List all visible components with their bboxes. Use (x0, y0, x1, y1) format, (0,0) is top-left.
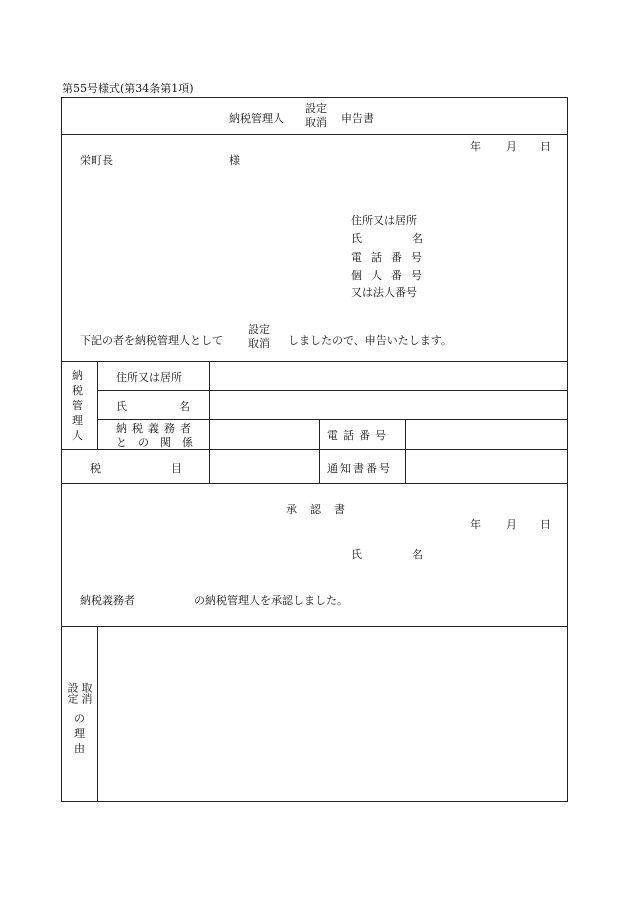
statement-option-set: 設定 (248, 323, 270, 336)
side-label-char: 納 (72, 369, 83, 382)
side-label-char: 人 (72, 429, 83, 442)
approval-date-year: 年 (470, 518, 481, 531)
date-day: 日 (540, 140, 551, 153)
statement-option-cancel: 取消 (248, 337, 270, 350)
applicant-personal-number-label: 個人番号 (351, 269, 431, 282)
form-number: 第55号様式(第34条第1項) (62, 82, 194, 95)
manager-name-field[interactable] (210, 391, 567, 419)
reason-option-set (66, 682, 78, 704)
approval-name-char2: 名 (412, 548, 423, 561)
header-option-set: 設定 (305, 102, 327, 115)
reason-set-cancel (64, 682, 94, 704)
approval-name-char1: 氏 (351, 548, 362, 561)
approval-name-label (351, 546, 423, 562)
notice-number-label: 通知書番号 (327, 462, 392, 475)
reason-label (74, 711, 85, 756)
side-label-divider (97, 361, 98, 449)
side-label-char: 税 (72, 384, 83, 397)
approval-statement: の納税管理人を承認しました。 (194, 594, 348, 607)
approval-title: 承認書 (286, 503, 358, 516)
manager-address-field[interactable] (210, 362, 567, 390)
mid-column-divider (319, 419, 320, 483)
side-label-char: 管 (72, 399, 83, 412)
reason-option-cancel (80, 682, 92, 704)
header-title-prefix: 納税管理人 (229, 112, 284, 125)
reason-field[interactable] (98, 627, 567, 801)
statement-suffix: しましたので、申告いたします。 (288, 334, 452, 347)
statement-prefix: 下記の者を納税管理人として (80, 334, 223, 347)
reason-label-char: 由 (74, 742, 85, 755)
row-name-char1: 氏 (116, 400, 127, 413)
approval-obligor-label: 納税義務者 (80, 594, 135, 607)
applicant-name-char1: 氏 (351, 232, 362, 245)
header-set-cancel (305, 102, 327, 130)
row-name-label (116, 398, 190, 414)
tax-manager-side-label (72, 368, 83, 443)
reason-label-char: の (74, 712, 85, 725)
header-title-suffix: 申告書 (341, 112, 374, 125)
applicant-address-label: 住所又は居所 (351, 214, 417, 227)
date-month: 月 (506, 140, 517, 153)
table-bottom-line (61, 483, 568, 484)
reason-option-set-text: 設定 (66, 682, 79, 704)
reason-option-cancel-text: 取消 (80, 682, 93, 704)
addressee-name: 栄町長 (80, 154, 113, 167)
tax-item-char1: 税 (90, 462, 101, 475)
date-year: 年 (470, 140, 481, 153)
statement-set-cancel (248, 323, 270, 351)
tax-item-field[interactable] (210, 450, 319, 483)
reason-label-char: 理 (74, 727, 85, 740)
addressee-honorific: 様 (229, 154, 240, 167)
row-address-label: 住所又は居所 (116, 371, 182, 384)
row-relation-line2: との関係 (116, 436, 204, 449)
side-label-char: 理 (72, 414, 83, 427)
applicant-phone-label: 電話番号 (351, 251, 431, 264)
header-option-cancel: 取消 (305, 116, 327, 129)
applicant-name-char2: 名 (412, 232, 423, 245)
header-divider (61, 134, 568, 135)
row-name-char2: 名 (179, 400, 190, 413)
phone-label: 電話番号 (327, 429, 391, 442)
tax-item-char2: 目 (171, 462, 182, 475)
applicant-name-label (351, 230, 423, 246)
notice-number-field[interactable] (406, 450, 567, 483)
approval-date-day: 日 (540, 518, 551, 531)
applicant-corporate-number-label: 又は法人番号 (351, 286, 417, 299)
relation-field[interactable] (210, 420, 319, 449)
phone-field[interactable] (406, 420, 567, 449)
tax-item-label (90, 460, 182, 476)
row-relation-line1: 納税義務者 (116, 422, 196, 435)
approval-date-month: 月 (506, 518, 517, 531)
